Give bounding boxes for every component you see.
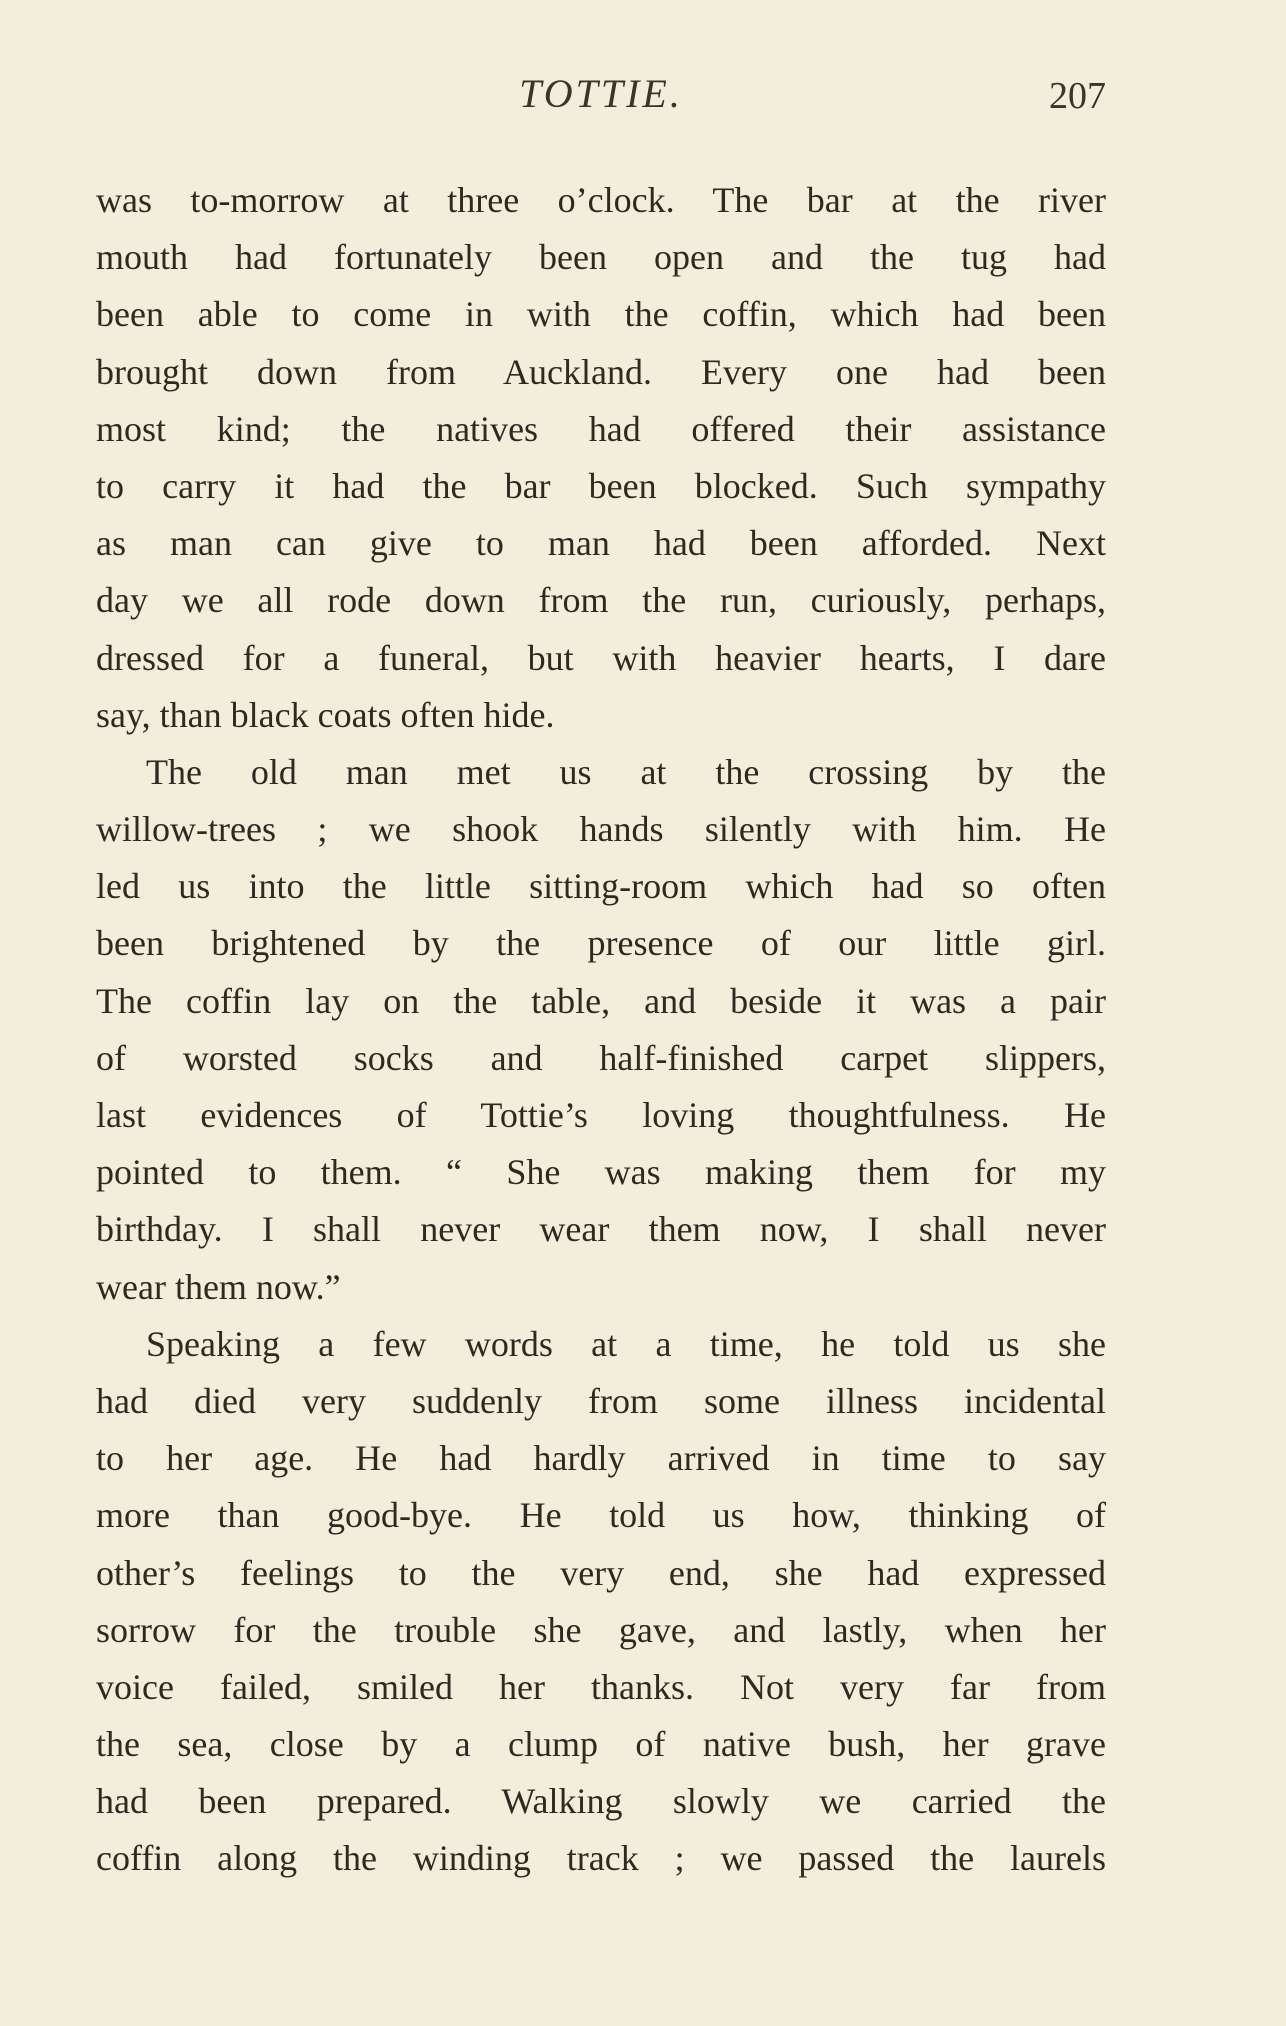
page-number: 207	[1049, 75, 1106, 117]
text-line: other’s feelings to the very end, she had expressed	[96, 1552, 1106, 1593]
text-line: wear them now.”	[96, 1266, 341, 1307]
text-line: last evidences of Tottie’s loving thoughtfulness. He	[96, 1095, 1106, 1135]
text-line: had died very suddenly from some illness incidental	[96, 1380, 1106, 1421]
text-line: been brightened by the presence of our little girl.	[96, 923, 1106, 964]
text-line: more than good-bye. He told us how, thinking of	[96, 1495, 1106, 1536]
text-line: brought down from Auckland. Every one had been	[96, 351, 1106, 392]
text-line: willow-trees ; we shook hands silently with him. He	[96, 809, 1106, 850]
text-line: The coffin lay on the table, and beside it was a pair	[96, 980, 1106, 1021]
text-line: day we all rode down from the run, curiously, perhaps,	[96, 580, 1106, 621]
text-line: sorrow for the trouble she gave, and lastly, when her	[96, 1609, 1106, 1650]
text-line: led us into the little sitting-room which had so often	[96, 866, 1106, 907]
text-line: say, than black coats often hide.	[96, 694, 555, 735]
body-text	[96, 172, 1106, 1888]
text-line: mouth had fortunately been open and the tug had	[96, 237, 1106, 278]
text-line: Speaking a few words at a time, he told us she	[146, 1323, 1106, 1364]
text-line: was to-morrow at three o’clock. The bar at the river	[96, 180, 1106, 220]
text-line: voice failed, smiled her thanks. Not very far from	[96, 1666, 1106, 1707]
text-line: to her age. He had hardly arrived in time to say	[96, 1438, 1106, 1479]
text-line: had been prepared. Walking slowly we carried the	[96, 1781, 1106, 1822]
text-line: dressed for a funeral, but with heavier hearts, I dare	[96, 637, 1106, 678]
text-line: the sea, close by a clump of native bush, her grave	[96, 1724, 1106, 1765]
running-header	[96, 70, 1106, 130]
text-line: of worsted socks and half-finished carpet slippers,	[96, 1037, 1106, 1078]
text-line: The old man met us at the crossing by the	[146, 751, 1106, 792]
text-line: pointed to them. “ She was making them for my	[96, 1152, 1106, 1193]
text-line: birthday. I shall never wear them now, I shall never	[96, 1209, 1106, 1250]
text-line: been able to come in with the coffin, which had been	[96, 294, 1106, 335]
text-line: as man can give to man had been afforded. Next	[96, 523, 1106, 564]
text-line: coffin along the winding track ; we passed the laurels	[96, 1838, 1106, 1879]
text-line: most kind; the natives had offered their assistance	[96, 408, 1106, 449]
text-line: to carry it had the bar been blocked. Such sympathy	[96, 465, 1106, 506]
running-title: TOTTIE.	[519, 71, 683, 116]
